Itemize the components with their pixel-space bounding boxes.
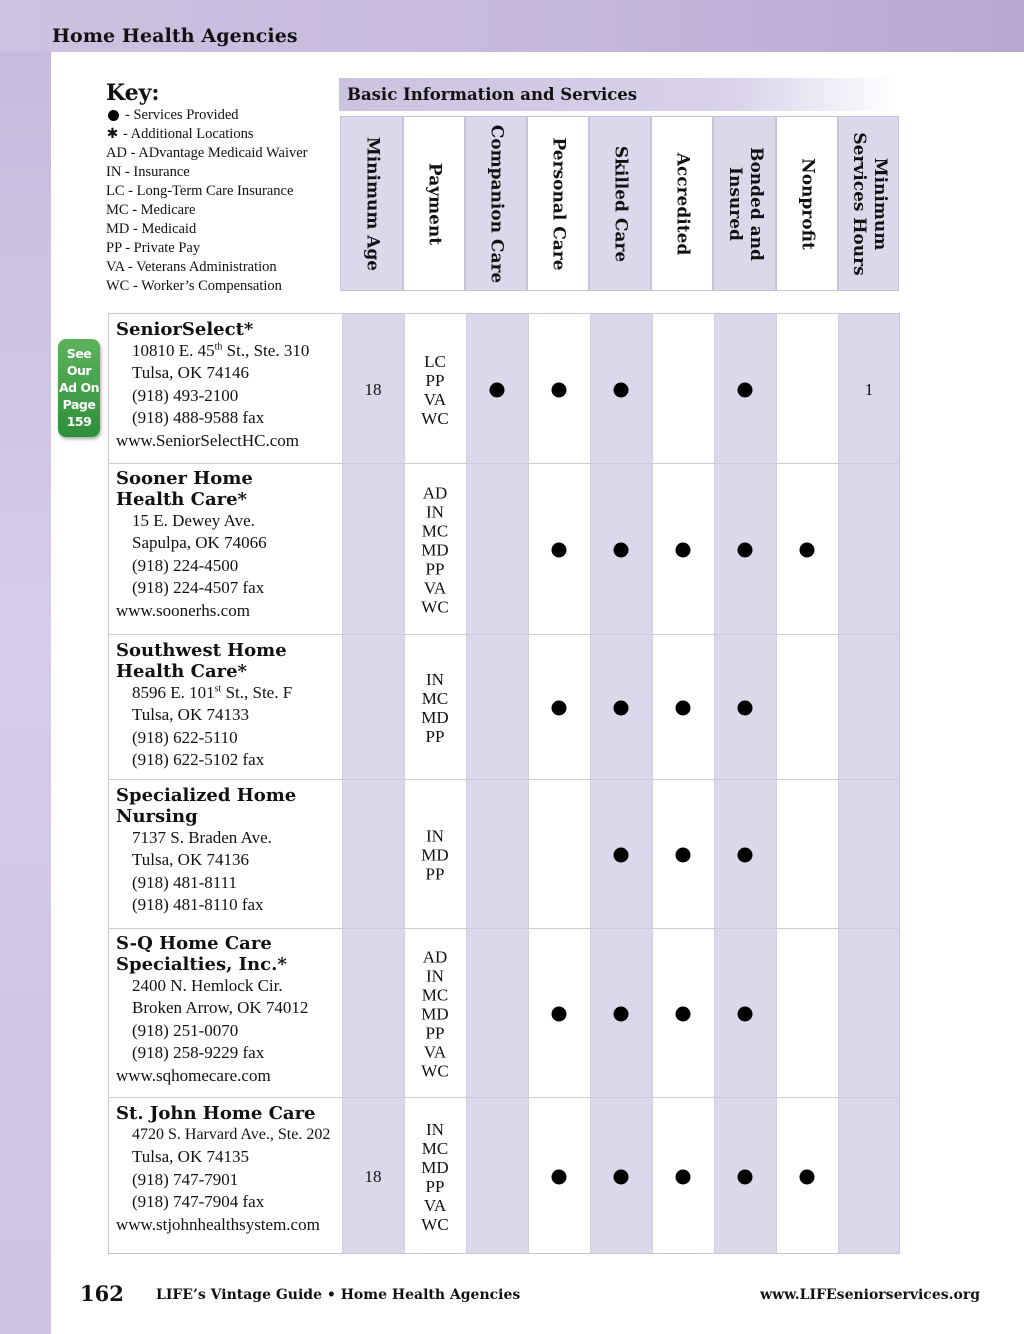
service-dot [738, 383, 753, 398]
service-dot [676, 1007, 691, 1022]
service-dot [552, 1007, 567, 1022]
service-dot [614, 1007, 629, 1022]
agency-info [116, 640, 342, 772]
agency-address: 7137 S. Braden Ave. [132, 828, 272, 847]
key-abbreviation: MC - Medicare [106, 202, 196, 218]
service-dot [738, 543, 753, 558]
service-dot [552, 383, 567, 398]
service-dot [738, 1170, 753, 1185]
agency-info [116, 1103, 342, 1236]
min-hours-value: 1 [864, 380, 874, 399]
key-abbreviation: VA - Veterans Administration [106, 259, 277, 275]
column-header-accredited: Accredited [651, 116, 713, 291]
min-age-value: 18 [364, 380, 382, 399]
column-divider [466, 313, 467, 1254]
agency-phone: (918) 251-0070 [132, 1020, 239, 1040]
service-dot [676, 848, 691, 863]
service-dot [676, 701, 691, 716]
agency-name: Southwest Home [116, 640, 287, 661]
service-dot [614, 383, 629, 398]
service-dot [676, 543, 691, 558]
service-dot [676, 1170, 691, 1185]
key-abbreviation: WC - Worker’s Compensation [106, 278, 282, 294]
column-divider [404, 313, 405, 1254]
agency-address: 2400 N. Hemlock Cir. [132, 976, 283, 995]
agency-info [116, 468, 342, 622]
min-age-value: 18 [364, 1167, 382, 1186]
filled-circle-icon [108, 110, 119, 121]
agency-phone: (918) 481-8111 [132, 872, 237, 892]
agency-name: S-Q Home Care [116, 933, 272, 954]
key-abbreviation: AD - ADvantage Medicaid Waiver [106, 145, 308, 161]
service-dot [614, 543, 629, 558]
see-our-ad-badge[interactable]: See Our Ad On Page 159 [58, 339, 100, 437]
service-dot [552, 701, 567, 716]
payment-list: AD IN MC MD PP VA WC [421, 483, 449, 617]
agency-fax: (918) 224-4507 fax [132, 578, 265, 598]
row-divider [108, 928, 900, 929]
service-dot [614, 701, 629, 716]
footer-url[interactable]: www.LIFEseniorservices.org [760, 1287, 980, 1303]
agency-info [116, 785, 342, 917]
key-title: Key: [106, 80, 160, 106]
service-dot [800, 1170, 815, 1185]
payment-list: IN MD PP [421, 826, 449, 884]
key-abbreviation: PP - Private Pay [106, 240, 201, 256]
agency-city: Sapulpa, OK 74066 [132, 533, 267, 553]
column-header-skilled-care: Skilled Care [589, 116, 651, 291]
agency-city: Tulsa, OK 74146 [132, 363, 249, 383]
column-divider [590, 313, 591, 1254]
row-divider [108, 779, 900, 780]
agency-address: 10810 E. 45th St., Ste. 310 [132, 341, 310, 360]
agency-phone: (918) 493-2100 [132, 385, 239, 405]
payment-list: AD IN MC MD PP VA WC [421, 947, 449, 1081]
service-dot [614, 1170, 629, 1185]
agency-name: St. John Home Care [116, 1103, 316, 1124]
agency-phone: (918) 622-5110 [132, 727, 238, 747]
column-header-personal-care: Personal Care [527, 116, 589, 291]
agency-city: Tulsa, OK 74135 [132, 1147, 249, 1167]
column-header-nonprofit: Nonprofit [776, 116, 838, 291]
column-divider [652, 313, 653, 1254]
payment-list: IN MC MD PP [421, 670, 449, 746]
agency-name: Specialized Home [116, 785, 297, 806]
footer-guide-title: LIFE’s Vintage Guide • Home Health Agencies [156, 1287, 521, 1303]
agency-name: Health Care* [116, 661, 247, 682]
agency-address: 15 E. Dewey Ave. [132, 511, 255, 530]
row-divider [108, 634, 900, 635]
agency-info [116, 319, 342, 452]
left-strip [0, 52, 51, 1334]
service-dot [738, 848, 753, 863]
agency-fax: (918) 747-7904 fax [132, 1192, 265, 1212]
service-dot [552, 543, 567, 558]
agency-name: Specialties, Inc.* [116, 954, 287, 975]
service-dot [552, 1170, 567, 1185]
agency-city: Broken Arrow, OK 74012 [132, 998, 309, 1018]
payment-list: IN MC MD PP VA WC [421, 1120, 449, 1234]
agency-name: SeniorSelect* [116, 319, 254, 340]
agency-fax: (918) 481-8110 fax [132, 895, 264, 915]
asterisk-icon: ✱ [106, 127, 119, 142]
column-header-bonded-insured: Bonded and Insured [713, 116, 776, 291]
column-divider [776, 313, 777, 1254]
agency-fax: (918) 258-9229 fax [132, 1043, 265, 1063]
column-header-payment: Payment [403, 116, 465, 291]
key [106, 80, 338, 296]
column-divider [838, 313, 839, 1254]
column-header-companion-care: Companion Care [465, 116, 527, 291]
agency-fax: (918) 622-5102 fax [132, 750, 265, 770]
column-header-minimum-age: Minimum Age [340, 116, 403, 291]
agency-address: 8596 E. 101st St., Ste. F [132, 683, 293, 702]
payment-list: LC PP VA WC [421, 352, 449, 428]
service-dot [614, 848, 629, 863]
service-dot [490, 383, 505, 398]
key-abbreviation: LC - Long-Term Care Insurance [106, 183, 294, 199]
service-dot [738, 1007, 753, 1022]
agency-name: Nursing [116, 806, 198, 827]
agency-phone: (918) 224-4500 [132, 555, 239, 575]
column-divider [714, 313, 715, 1254]
column-divider [528, 313, 529, 1254]
agency-website[interactable]: www.soonerhs.com [116, 600, 250, 620]
key-services-provided: - Services Provided [106, 106, 338, 125]
page-number: 162 [80, 1281, 124, 1306]
key-abbreviation: MD - Medicaid [106, 221, 197, 237]
agency-website[interactable]: www.sqhomecare.com [116, 1065, 271, 1085]
service-dot [800, 543, 815, 558]
agency-website[interactable]: www.stjohnhealthsystem.com [116, 1214, 320, 1234]
key-abbreviation: IN - Insurance [106, 164, 190, 180]
agency-city: Tulsa, OK 74136 [132, 850, 249, 870]
agency-info [116, 933, 342, 1087]
key-additional-locations: ✱ - Additional Locations [106, 126, 254, 142]
section-header: Basic Information and Services [339, 78, 899, 111]
column-header-minimum-hours: Minimum Services Hours [838, 116, 899, 291]
agency-website[interactable]: www.SeniorSelectHC.com [116, 430, 300, 450]
service-dot [738, 701, 753, 716]
row-divider [108, 463, 900, 464]
agency-fax: (918) 488-9588 fax [132, 408, 265, 428]
agency-address: 4720 S. Harvard Ave., Ste. 202 [132, 1126, 331, 1143]
row-divider [108, 1097, 900, 1098]
agency-name: Health Care* [116, 489, 247, 510]
agency-phone: (918) 747-7901 [132, 1169, 239, 1189]
column-divider [342, 313, 343, 1254]
agency-name: Sooner Home [116, 468, 253, 489]
agency-city: Tulsa, OK 74133 [132, 705, 249, 725]
page-header: Home Health Agencies [52, 25, 298, 47]
